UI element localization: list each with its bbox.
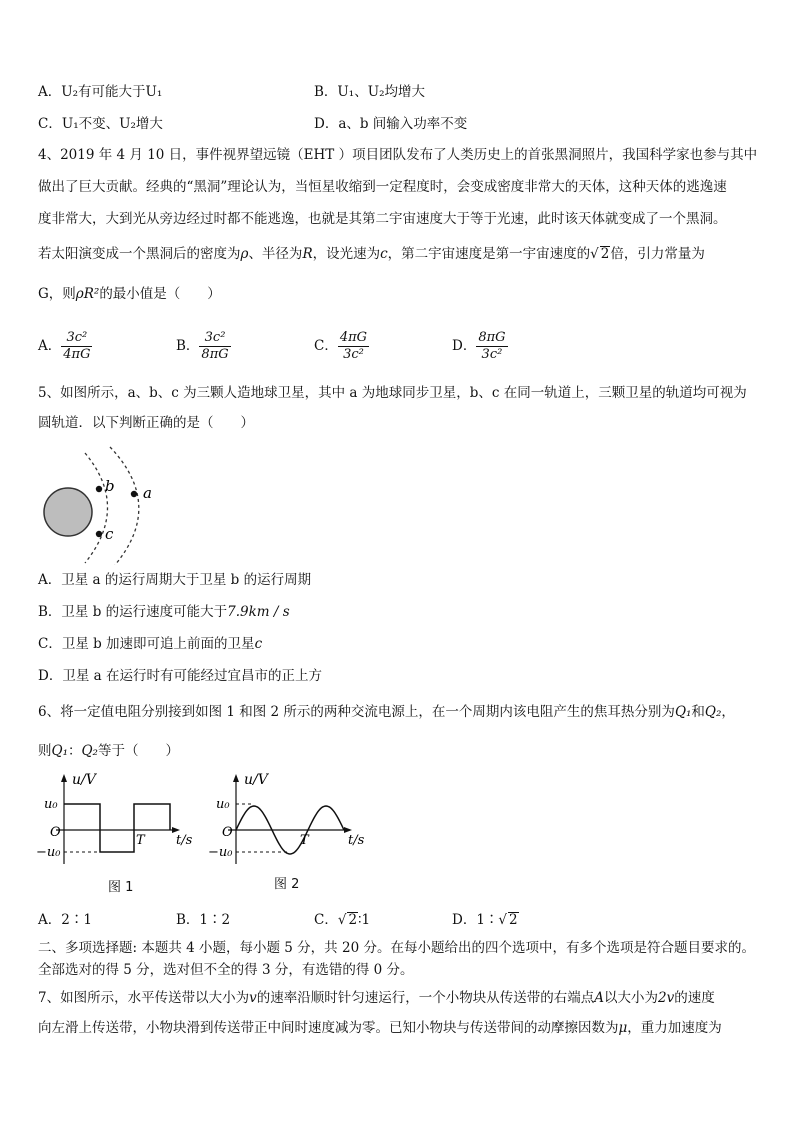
label-a: a	[143, 484, 152, 502]
q5-text-line2: 圆轨道．以下判断正确的是（ ）	[38, 415, 254, 431]
fig2-origin-label: O	[222, 825, 233, 840]
q4-option-c	[314, 326, 369, 366]
q4-text-line5	[38, 284, 221, 304]
light-speed-symbol: c	[380, 246, 388, 262]
q4-text-line3: 度非常大，大到光从旁边经过时都不能逃逸，也就是其第二宇宙速度大于等于光速，此时该天体就变成了一个黑洞。	[38, 211, 727, 227]
q7-line2-part1: 向左滑上传送带，小物块滑到传送带正中间时速度减为零。已知小物块与传送带间的动摩擦因数为	[38, 1020, 619, 1036]
fraction-denominator: 3c²	[343, 347, 364, 362]
q4-option-c-fraction	[338, 330, 369, 363]
q3-option-b: B．U₁、U₂均增大	[314, 84, 425, 100]
label-b: b	[105, 477, 115, 495]
q6-text-line2	[38, 741, 179, 761]
q4-text-line4	[38, 244, 705, 264]
fig1-neg-u0-label: −u₀	[36, 845, 61, 860]
q7-text-line2	[38, 1018, 722, 1038]
orbit-a-arc	[110, 447, 139, 565]
q7-line1-part3: 以大小为	[603, 990, 658, 1006]
q6-ratio-colon: ：	[67, 743, 82, 759]
q3-option-a: A．U₂有可能大于U₁	[38, 84, 163, 100]
friction-coefficient-var: μ	[618, 1020, 628, 1036]
fig1-waveform	[64, 804, 170, 852]
fig1-origin-label: O	[50, 825, 61, 840]
fraction-denominator: 8πG	[201, 347, 229, 362]
fraction-numerator: 4πG	[339, 330, 368, 345]
satellite-c-var: c	[254, 636, 263, 652]
q5-option-c-text: C．卫星 b 加速即可追上前面的卫星	[38, 636, 255, 652]
q3-option-d: D．a、b 间输入功率不变	[314, 116, 468, 132]
q6-option-c	[314, 910, 370, 930]
fig2-neg-u0-label: −u₀	[208, 845, 233, 860]
q4-option-d-label: D．	[452, 338, 477, 354]
q5-option-c	[38, 634, 262, 654]
earth-circle	[44, 488, 92, 536]
fraction-numerator: 8πG	[478, 330, 506, 345]
q4-option-a-label: A．	[38, 338, 62, 354]
rho-symbol: ρ	[240, 246, 249, 262]
fraction-numerator: 3c²	[61, 330, 92, 347]
velocity-var: v	[249, 990, 257, 1006]
figure1-square-wave	[36, 770, 206, 870]
figure1-caption: 图 1	[108, 880, 134, 895]
fraction-denominator: 3c²	[481, 347, 503, 362]
q4-option-c-label: C．	[314, 338, 338, 354]
point-a-var: A	[594, 990, 604, 1006]
q7-line1-part2: 的速率沿顺时针匀速运行，一个小物块从传送带的右端点	[256, 990, 595, 1006]
q5-option-d: D．卫星 a 在运行时有可能经过宜昌市的正上方	[38, 668, 322, 684]
q7-line1-part4: 的速度	[674, 990, 715, 1006]
q4-option-a	[38, 326, 92, 366]
section2-instructions-line2: 全部选对的得 5 分，选对但不全的得 3 分，有选错的得 0 分。	[38, 962, 414, 978]
figure2-sine-wave	[206, 770, 376, 870]
q5-text-line1: 5、如图所示，a、b、c 为三颗人造地球卫星，其中 a 为地球同步卫星，b、c 在同一轨道上，三颗卫星的轨道均可视为	[38, 385, 747, 401]
q6-option-d	[452, 910, 519, 930]
q4-option-d	[452, 326, 508, 366]
q4-line4-part4: ，第二宇宙速度是第一宇宙速度的	[387, 246, 591, 262]
fig2-xlabel: t/s	[348, 833, 365, 848]
q6-option-d-ratio: 1∶	[476, 912, 499, 928]
q4-option-d-fraction	[476, 330, 507, 363]
fig1-u0-label: u₀	[44, 797, 58, 812]
fig2-t-label: T	[300, 833, 309, 848]
q6-line2-pre: 则	[38, 743, 52, 759]
q4-option-b	[176, 326, 231, 366]
q3-option-c: C．U₁不变、U₂增大	[38, 116, 163, 132]
sqrt-symbol: √ 2	[590, 246, 610, 262]
two-velocity-var: 2v	[657, 990, 675, 1006]
q4-line4-part1: 若太阳演变成一个黑洞后的密度为	[38, 246, 241, 262]
q6-option-c-label: C．	[314, 912, 338, 928]
figure2-caption: 图 2	[274, 877, 300, 892]
q2-ratio-var: Q₂	[81, 743, 98, 759]
fig2-u0-label: u₀	[216, 797, 230, 812]
sqrt-radicand: 2	[348, 912, 358, 928]
sqrt-symbol: √ 2	[337, 912, 358, 928]
satellite-b-dot	[96, 486, 102, 492]
fraction-numerator: 3c²	[199, 330, 230, 347]
q1-ratio-var: Q₁	[51, 743, 68, 759]
fraction-denominator: 4πG	[63, 347, 91, 362]
q6-line1-text: 6、将一定值电阻分别接到如图 1 和图 2 所示的两种交流电源上，在一个周期内该电阻产生的焦耳热分别为	[38, 704, 675, 720]
q7-text-line1	[38, 988, 715, 1008]
section2-instructions-line1: 二、多项选择题: 本题共 4 小题，每小题 5 分，共 20 分。在每小题给出的四个选项中，有多个选项是符合题目要求的。	[38, 940, 755, 956]
satellite-a-dot	[131, 491, 137, 497]
q7-line1-part1: 7、如图所示，水平传送带以大小为	[38, 990, 250, 1006]
q1-var: Q₁	[674, 704, 692, 720]
satellite-c-dot	[96, 531, 102, 537]
q4-line4-part2: 、半径为	[248, 246, 303, 262]
sqrt-symbol: √ 2	[498, 912, 518, 928]
q4-line5-part2: 的最小值是（ ）	[99, 286, 221, 302]
label-c: c	[105, 525, 114, 543]
q6-option-a: A．2∶1	[38, 912, 92, 928]
sqrt-radicand: 2	[509, 912, 518, 928]
q6-text-line1: 6、将一定值电阻分别接到如图 1 和图 2 所示的两种交流电源上，在一个周期内该电阻产生的焦耳热分别为Q₁和Q₂，	[38, 704, 735, 720]
q4-option-b-label: B．	[176, 338, 200, 354]
q5-option-b	[38, 602, 290, 622]
fig1-t-label: T	[136, 833, 145, 848]
q5-option-a: A．卫星 a 的运行周期大于卫星 b 的运行周期	[38, 572, 312, 588]
q4-text-line2: 做出了巨大贡献。经典的“黑洞”理论认为，当恒星收缩到一定程度时，会变成密度非常大的天体，这种天体的逃逸速	[38, 179, 727, 195]
q4-text-line1: 4、2019 年 4 月 10 日，事件视界望远镜（EHT ）项目团队发布了人类历史上的首张黑洞照片，我国科学家也参与其中	[38, 147, 758, 163]
q5-option-b-text: B．卫星 b 的运行速度可能大于	[38, 604, 228, 620]
fig1-ylabel: u/V	[72, 772, 96, 788]
q6-and: 和	[691, 704, 705, 720]
q7-line2-part2: ，重力加速度为	[627, 1020, 722, 1036]
fig2-ylabel: u/V	[244, 772, 268, 788]
q4-option-b-fraction	[199, 330, 230, 363]
satellite-orbit-diagram	[30, 445, 180, 565]
q4-option-a-fraction	[61, 330, 92, 363]
q6-option-c-ratio: ∶1	[358, 912, 371, 928]
q6-option-b: B．1∶2	[176, 912, 231, 928]
q4-line5-part1: G，则	[38, 286, 76, 302]
q4-line4-part5: 倍，引力常量为	[610, 246, 705, 262]
q2-var: Q₂	[704, 704, 722, 720]
speed-value: 7.9km / s	[227, 604, 290, 620]
q4-line4-part3: ，设光速为	[312, 246, 381, 262]
rho-r-squared: ρR²	[75, 286, 100, 302]
fig1-xlabel: t/s	[176, 833, 193, 848]
radius-symbol: R	[302, 246, 313, 262]
sqrt-radicand: 2	[600, 246, 610, 262]
q6-option-d-label: D．	[452, 912, 477, 928]
q6-line2-post: 等于（ ）	[97, 743, 179, 759]
